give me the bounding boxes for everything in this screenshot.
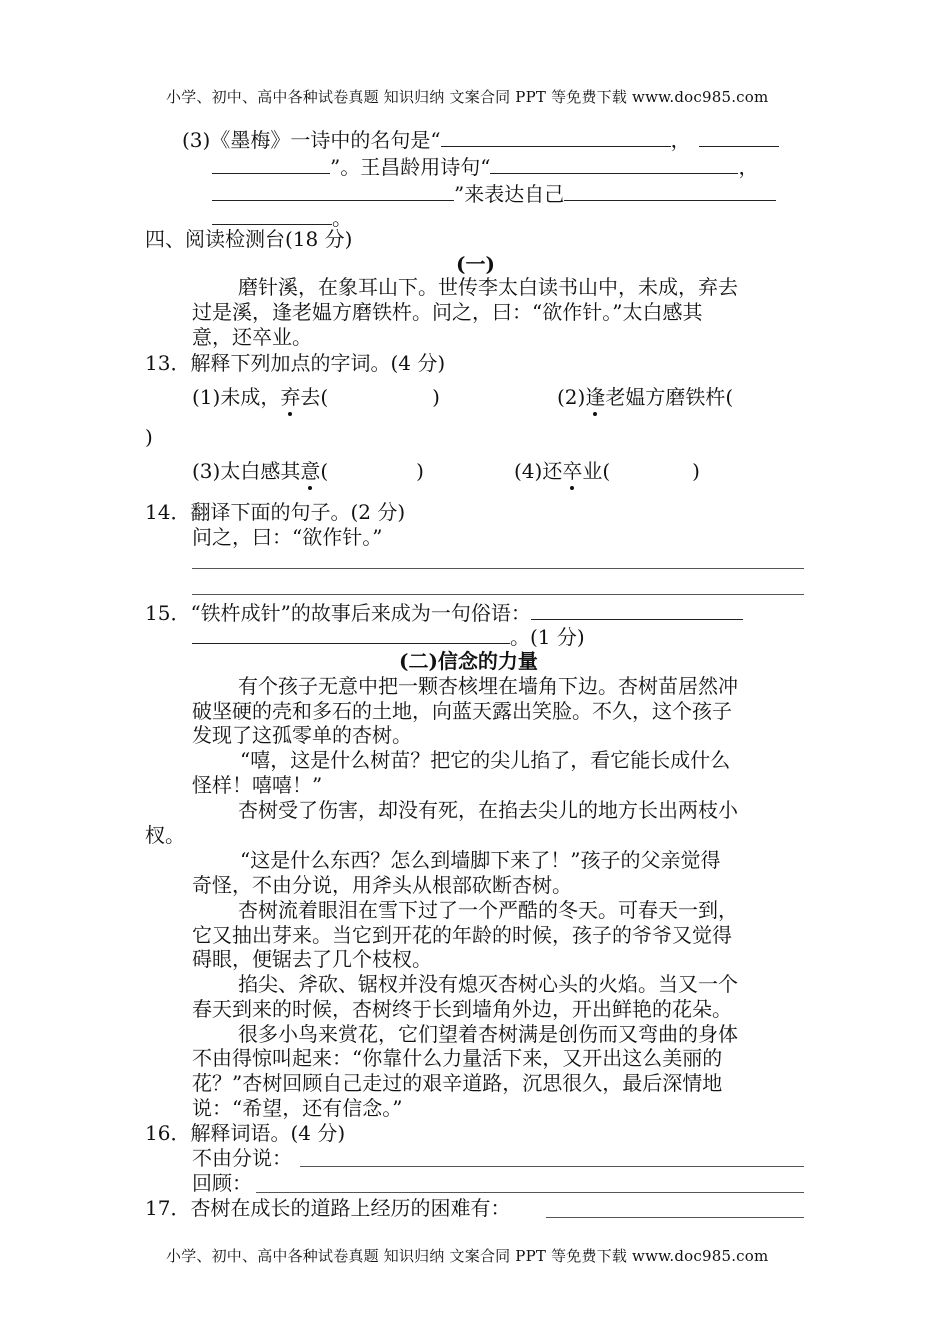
q13-item3-text: ( (320, 459, 329, 483)
q13-item2-text: (2) (557, 385, 586, 409)
emphasis-char: 意 (300, 459, 321, 483)
answer-line[interactable] (546, 1217, 804, 1218)
answer-blank[interactable] (490, 153, 738, 174)
q13-item2 (557, 384, 733, 410)
passage2-line: 春天到来的时候，杏树终于长到墙角外边，开出鲜艳的花朵。 (192, 997, 732, 1021)
q15-line1 (145, 599, 743, 626)
q13-item4-text: 业( (582, 459, 611, 483)
passage2-line: 有个孩子无意中把一颗杏核埋在墙角下边。杏树苗居然冲 (238, 674, 738, 698)
q13-item1-text: 去( (300, 385, 329, 409)
q13-item2-close: ) (145, 425, 153, 449)
passage2-line: 杈。 (145, 823, 185, 847)
q3-comma-2: ， (738, 155, 759, 179)
answer-blank[interactable] (212, 180, 454, 201)
q13-item1-text: (1)未成， (192, 385, 281, 409)
q13-item4 (514, 458, 700, 484)
answer-blank[interactable] (531, 599, 743, 620)
passage1-line: 意，还卒业。 (192, 325, 312, 349)
answer-line[interactable] (192, 594, 804, 595)
q3-text-2: ”。王昌龄用诗句“ (330, 155, 491, 179)
q3-period: 。 (332, 206, 352, 230)
page-footer: 小学、初中、高中各种试卷真题 知识归纳 文案合同 PPT 等免费下载 www.doc985.com (166, 1247, 769, 1265)
answer-line[interactable] (256, 1192, 804, 1193)
answer-blank[interactable] (212, 153, 330, 174)
answer-blank[interactable] (192, 623, 510, 644)
part1-title: (一) (456, 252, 495, 276)
q3-line2 (212, 153, 758, 180)
q13-item1 (192, 384, 440, 410)
passage2-line: 碍眼，便锯去了几个枝杈。 (192, 947, 432, 971)
q3-line3 (212, 180, 776, 207)
emphasis-char: 卒 (562, 459, 583, 483)
passage2-line: 它又抽出芽来。当它到开花的年龄的时候，孩子的爷爷又觉得 (192, 923, 732, 947)
q15-score: 。(1 分) (510, 625, 585, 649)
answer-line[interactable] (192, 568, 804, 569)
passage2-line: 奇怪，不由分说，用斧头从根部砍断杏树。 (192, 873, 572, 897)
answer-blank[interactable] (212, 204, 332, 225)
section4-title: 四、阅读检测台(18 分) (145, 227, 353, 251)
q13-title: 13．解释下列加点的字词。(4 分) (145, 351, 446, 375)
answer-blank[interactable] (564, 180, 776, 201)
passage2-line: 很多小鸟来赏花，它们望着杏树满是创伤而又弯曲的身体 (238, 1022, 738, 1046)
q14-sentence: 问之，曰：“欲作针。” (192, 525, 383, 549)
q16-word2: 回顾： (192, 1171, 252, 1195)
q15-line2 (192, 623, 585, 650)
q3-comma-1: ， (670, 128, 691, 152)
page-header: 小学、初中、高中各种试卷真题 知识归纳 文案合同 PPT 等免费下载 www.doc985.com (166, 88, 769, 106)
q3-text-1: (3)《墨梅》一诗中的名句是“ (182, 128, 441, 152)
passage2-line: 杏树受了伤害，却没有死，在掐去尖儿的地方长出两枝小 (238, 798, 738, 822)
answer-blank[interactable] (699, 126, 779, 147)
passage1-line: 磨针溪，在象耳山下。世传李太白读书山中，未成，弃去 (238, 275, 738, 299)
emphasis-char: 逢 (585, 385, 606, 409)
q13-item3-text: (3)太白感其 (192, 459, 301, 483)
q15-text: 15．“铁杵成针”的故事后来成为一句俗语： (145, 601, 531, 625)
q13-item3-paren: ) (416, 459, 424, 483)
passage1-line: 过是溪，逢老媪方磨铁杵。问之，曰：“欲作针。”太白感其 (192, 300, 703, 324)
passage2-line: 发现了这孤零单的杏树。 (192, 723, 412, 747)
q13-item4-paren: ) (692, 459, 700, 483)
q14-title: 14．翻译下面的句子。(2 分) (145, 500, 406, 524)
passage2-line: “嘻，这是什么树苗？把它的尖儿掐了，看它能长成什么 (240, 748, 731, 772)
q13-item2-text: 老媪方磨铁杵( (605, 385, 734, 409)
q16-word1: 不由分说： (192, 1146, 292, 1170)
part2-title: (二)信念的力量 (399, 649, 538, 673)
passage2-line: 怪样！嘻嘻！” (192, 773, 323, 797)
passage2-line: 杏树流着眼泪在雪下过了一个严酷的冬天。可春天一到， (238, 898, 738, 922)
passage2-line: 掐尖、斧砍、锯杈并没有熄灭杏树心头的火焰。当又一个 (238, 972, 738, 996)
passage2-line: “这是什么东西？怎么到墙脚下来了！”孩子的父亲觉得 (240, 848, 721, 872)
passage2-line: 说：“希望，还有信念。” (192, 1096, 403, 1120)
q16-title: 16．解释词语。(4 分) (145, 1121, 346, 1145)
q17-title: 17．杏树在成长的道路上经历的困难有： (145, 1196, 511, 1220)
passage2-line: 破坚硬的壳和多石的土地，向蓝天露出笑脸。不久，这个孩子 (192, 699, 732, 723)
answer-blank[interactable] (441, 126, 671, 147)
q3-line1 (182, 126, 779, 153)
q13-item1-paren: ) (432, 385, 440, 409)
passage2-line: 不由得惊叫起来：“你靠什么力量活下来，又开出这么美丽的 (192, 1046, 723, 1070)
answer-line[interactable] (300, 1166, 804, 1167)
q13-item3 (192, 458, 424, 484)
q3-text-3: ”来表达自己 (454, 182, 565, 206)
emphasis-char: 弃 (280, 385, 301, 409)
passage2-line: 花？”杏树回顾自己走过的艰辛道路，沉思很久，最后深情地 (192, 1071, 723, 1095)
q13-item4-text: (4)还 (514, 459, 563, 483)
